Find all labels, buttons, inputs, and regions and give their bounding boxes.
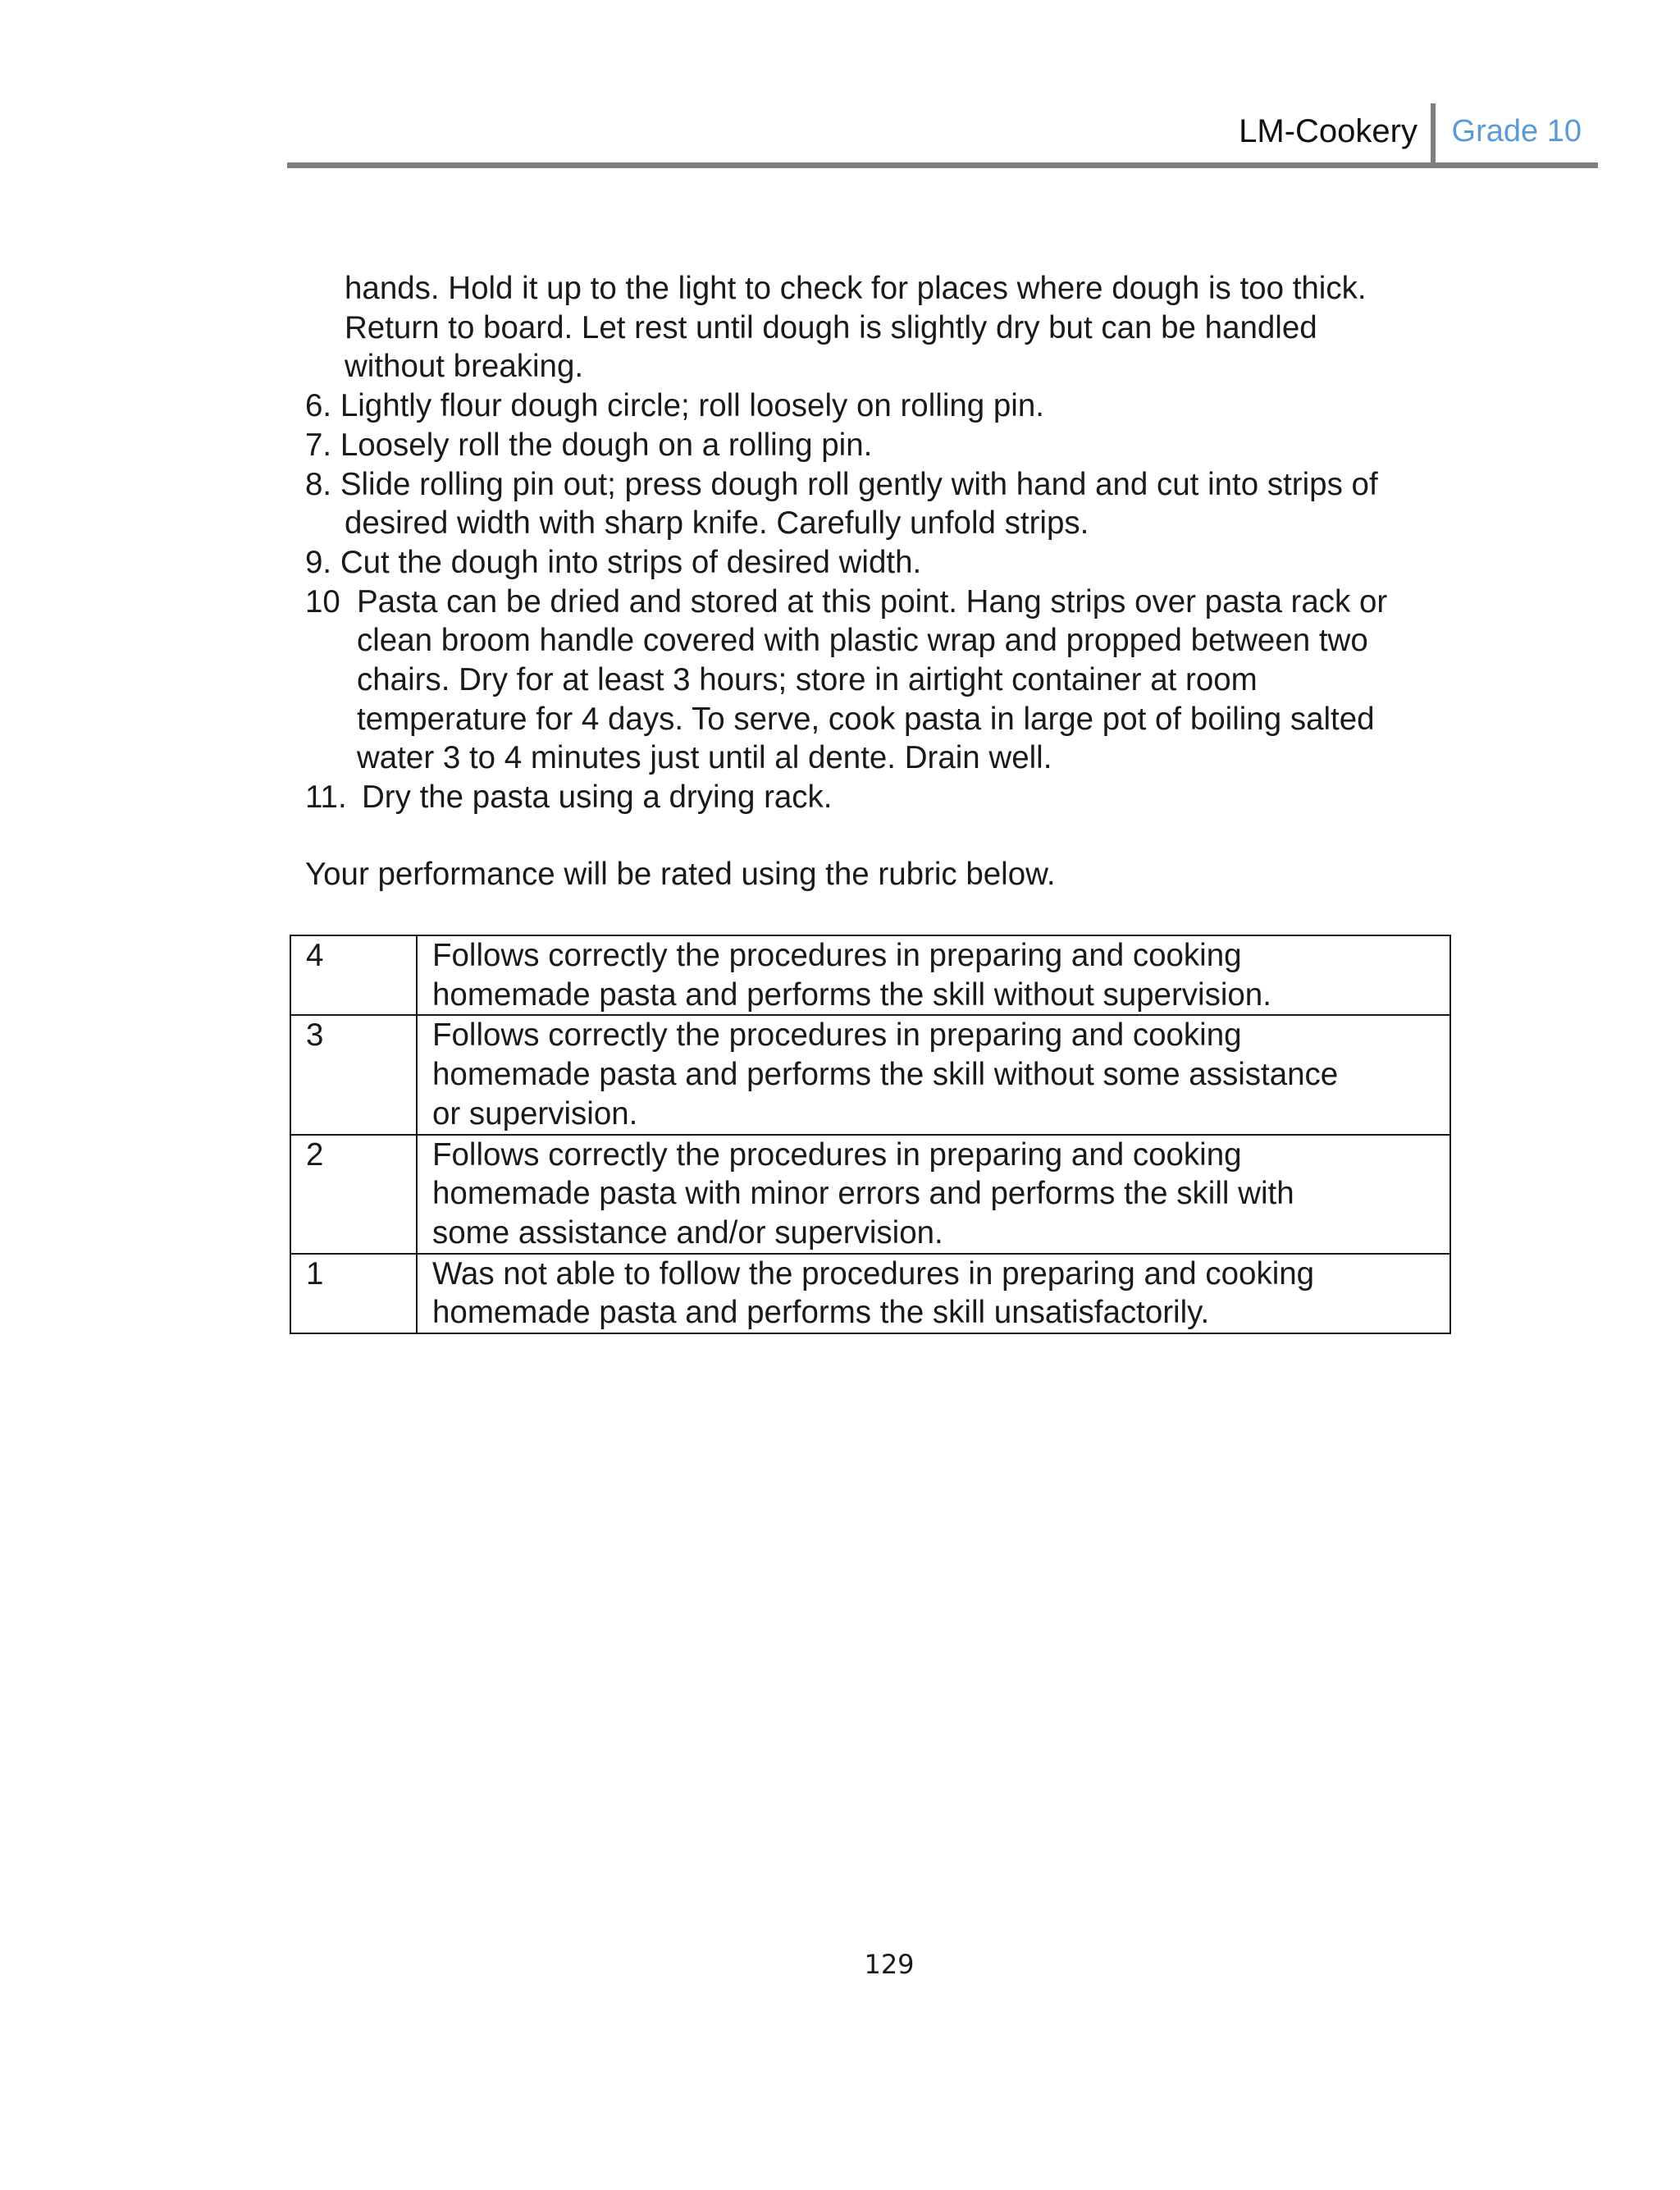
step-text: Lightly flour dough circle; roll loosely on rolling pin.: [340, 388, 1044, 424]
step-number: 10: [305, 583, 349, 620]
step-text-continued: desired width with sharp knife. Carefully unfold strips.: [345, 505, 1089, 542]
step-number: 9.: [305, 544, 340, 580]
rubric-description-line: Follows correctly the procedures in preparing and cooking: [432, 938, 1242, 973]
step-number: 8.: [305, 466, 340, 502]
step-item: [305, 426, 1470, 465]
rubric-description-line: Follows correctly the procedures in preparing and cooking: [432, 1017, 1242, 1054]
step-text-continued: water 3 to 4 minutes just until al dente. Drain well.: [357, 740, 1052, 776]
rubric-intro: Your performance will be rated using the rubric below.: [305, 856, 1056, 892]
step-text: Cut the dough into strips of desired width.: [340, 544, 922, 580]
rubric-description-line: or supervision.: [432, 1095, 638, 1132]
step-text: Dry the pasta using a drying rack.: [362, 780, 833, 816]
step-text: Slide rolling pin out; press dough roll gently with hand and cut into strips of: [340, 466, 1378, 502]
rubric-score: 3: [290, 1015, 417, 1134]
rubric-description: [417, 1135, 1450, 1254]
header-grade: Grade 10: [1451, 114, 1582, 149]
step-number: 6.: [305, 388, 340, 424]
rubric-description-line: Was not able to follow the procedures in preparing and cooking: [432, 1255, 1315, 1292]
continuation-line: Return to board. Let rest until dough is slightly dry but can be handled: [345, 309, 1317, 345]
step-number: 7.: [305, 427, 340, 463]
step-text-continued: chairs. Dry for at least 3 hours; store in airtight container at room: [357, 662, 1258, 698]
step-item: [305, 386, 1470, 426]
step-text: Loosely roll the dough on a rolling pin.: [340, 427, 873, 463]
continuation-line: without breaking.: [345, 349, 584, 385]
header-divider: [1431, 103, 1436, 166]
rubric-description-line: some assistance and/or supervision.: [432, 1214, 943, 1250]
table-row: [290, 935, 1450, 1015]
rubric-description: [417, 1015, 1450, 1134]
rubric-description-line: Follows correctly the procedures in preparing and cooking: [432, 1136, 1242, 1173]
rubric-description-line: homemade pasta and performs the skill without supervision.: [432, 976, 1271, 1013]
rubric-description: [417, 1254, 1450, 1333]
step-item: [305, 778, 1470, 817]
step-item: [305, 543, 1470, 583]
page-header: [287, 98, 1598, 171]
step-text: Pasta can be dried and stored at this point. Hang strips over pasta rack or: [357, 583, 1388, 620]
header-title: LM-Cookery: [1239, 113, 1418, 149]
rubric-score: 1: [290, 1254, 417, 1333]
table-row: [290, 1135, 1450, 1254]
header-rule: [287, 162, 1598, 168]
table-row: [290, 1254, 1450, 1333]
rubric-description-line: homemade pasta with minor errors and performs the skill with: [432, 1176, 1294, 1212]
step-text-continued: clean broom handle covered with plastic wrap and propped between two: [357, 623, 1368, 659]
table-row: [290, 1015, 1450, 1134]
rubric-description: [417, 935, 1450, 1015]
procedure-steps: [305, 269, 1470, 894]
rubric-score: 4: [290, 935, 417, 1015]
rubric-description-line: homemade pasta and performs the skill without some assistance: [432, 1057, 1339, 1093]
step-number: 11.: [305, 780, 356, 816]
continuation-line: hands. Hold it up to the light to check for places where dough is too thick.: [345, 271, 1367, 306]
rubric-description-line: homemade pasta and performs the skill unsatisfactorily.: [432, 1295, 1210, 1331]
step-item: [305, 465, 1470, 505]
page-number: 129: [864, 1949, 915, 1980]
rubric-score: 2: [290, 1135, 417, 1254]
step-item: [305, 583, 1470, 622]
step-text-continued: temperature for 4 days. To serve, cook pasta in large pot of boiling salted: [357, 701, 1375, 737]
rubric-table: [290, 935, 1451, 1334]
